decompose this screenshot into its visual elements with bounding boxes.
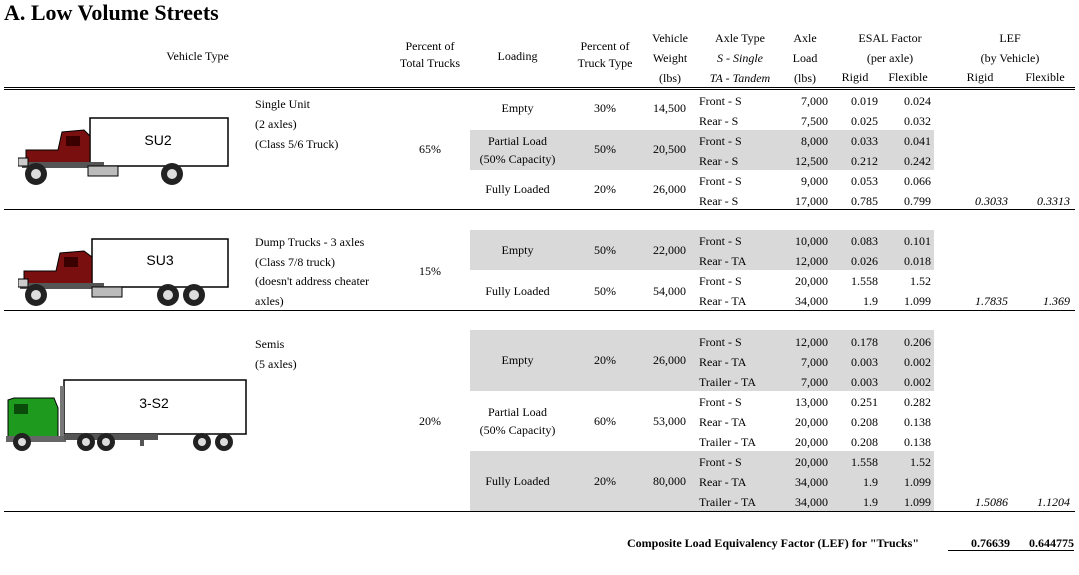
loading-label: Fully Loaded — [485, 474, 550, 488]
percent-total: 15% — [419, 264, 441, 278]
header-axle-load: Axle Load (lbs) — [792, 31, 818, 85]
group-divider — [4, 511, 1075, 512]
percent-type: 20% — [594, 474, 616, 488]
percent-type: 30% — [594, 101, 616, 115]
header-percent-total: Percent of Total Trucks — [399, 39, 461, 70]
vehicle-description: Semis (5 axles) — [255, 337, 297, 371]
vehicle-weight: 54,000 — [653, 284, 686, 298]
composite-label: Composite Load Equivalency Factor (LEF) for "Trucks" — [627, 536, 919, 550]
header-loading: Loading — [497, 49, 538, 63]
header-axle-type: Axle Type S - Single TA - Tandem — [709, 31, 771, 85]
vehicle-weight: 22,000 — [653, 243, 686, 257]
group-divider — [4, 209, 1075, 210]
single-unit-truck-icon — [18, 116, 230, 188]
header-vehicle-type: Vehicle Type — [166, 49, 229, 63]
header-lef: LEF (by Vehicle) — [980, 31, 1040, 65]
percent-type: 50% — [594, 243, 616, 257]
vehicle-description: Dump Trucks - 3 axles (Class 7/8 truck) (doesn't address cheater axles) — [255, 235, 370, 308]
composite-flexible: 0.644775 — [1029, 536, 1074, 550]
vehicle-description: Single Unit (2 axles) (Class 5/6 Truck) — [255, 97, 339, 151]
percent-type: 60% — [594, 414, 616, 428]
header-rule — [4, 87, 1075, 88]
truck-label: 3-S2 — [139, 395, 169, 411]
header-esal-rigid: Rigid — [841, 70, 869, 84]
lef-rigid: 0.3033 — [975, 194, 1008, 208]
truck-label: SU3 — [146, 252, 174, 268]
vehicle-weight: 53,000 — [653, 414, 686, 428]
lef-rigid: 1.5086 — [975, 495, 1008, 509]
lef-rigid: 1.7835 — [975, 294, 1008, 308]
vehicle-weight: 26,000 — [653, 182, 686, 196]
vehicle-weight: 26,000 — [653, 353, 686, 367]
percent-type: 20% — [594, 353, 616, 367]
percent-total: 20% — [419, 414, 441, 428]
group-divider — [4, 310, 1075, 311]
semi-truck-icon — [4, 378, 248, 452]
loading-label: Fully Loaded — [485, 182, 550, 196]
percent-type: 20% — [594, 182, 616, 196]
page-title: A. Low Volume Streets — [4, 0, 219, 25]
composite-underline — [948, 550, 1074, 551]
header-lef-rigid: Rigid — [966, 70, 994, 84]
composite-rigid: 0.76639 — [971, 536, 1010, 550]
loading-label: Empty — [501, 353, 534, 367]
truck-label: SU2 — [144, 132, 172, 148]
vehicle-weight: 14,500 — [653, 101, 686, 115]
loading-label: Empty — [501, 101, 534, 115]
percent-type: 50% — [594, 142, 616, 156]
lef-flexible: 1.1204 — [1037, 495, 1070, 509]
vehicle-weight: 80,000 — [653, 474, 686, 488]
dump-truck-icon — [18, 237, 230, 309]
header-vehicle-weight: Vehicle Weight (lbs) — [652, 31, 688, 85]
header-percent-type: Percent of Truck Type — [577, 39, 633, 70]
header-esal: ESAL Factor (per axle) — [858, 31, 922, 65]
percent-total: 65% — [419, 142, 441, 156]
lef-flexible: 0.3313 — [1037, 194, 1070, 208]
header-lef-flexible: Flexible — [1025, 70, 1065, 84]
loading-label: Empty — [501, 243, 534, 257]
header-esal-flexible: Flexible — [888, 70, 928, 84]
vehicle-weight: 20,500 — [653, 142, 686, 156]
lef-flexible: 1.369 — [1043, 294, 1070, 308]
loading-label: Partial Load (50% Capacity) — [479, 134, 556, 166]
header-rule-2 — [4, 89, 1075, 90]
percent-type: 50% — [594, 284, 616, 298]
loading-label: Fully Loaded — [485, 284, 550, 298]
loading-label: Partial Load (50% Capacity) — [479, 405, 556, 437]
